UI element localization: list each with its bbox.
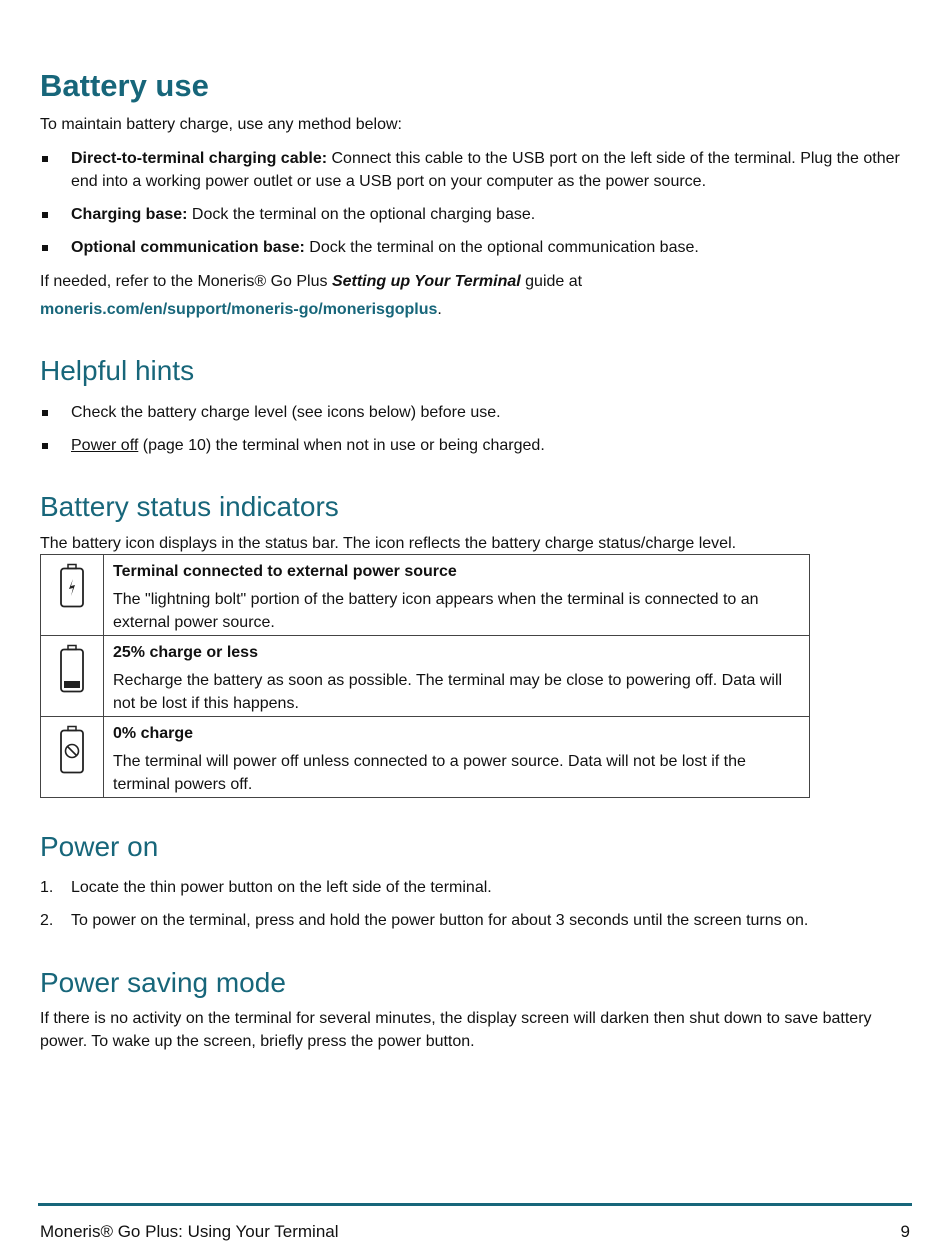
method-text: Dock the terminal on the optional communication base.: [304, 239, 699, 256]
indicator-text: Recharge the battery as soon as possible. The terminal may be close to powering off. Data will not be lost if this happens.: [113, 672, 783, 712]
list-item: [40, 401, 900, 424]
method-label: Direct-to-terminal charging cable:: [71, 150, 328, 167]
method-text: Connect this cable to the USB port on the left side of the terminal. Plug the other end into a working power outlet or use a USB port on your computer as the power source.: [71, 150, 900, 190]
indicator-text: The terminal will power off unless connected to a power source. Data will not be lost if the terminal powers off.: [113, 753, 746, 793]
step-number: 2.: [40, 912, 54, 929]
icon-cell: [41, 555, 104, 636]
indicator-text: The "lightning bolt" portion of the battery icon appears when the terminal is connected to an external power source.: [113, 591, 759, 631]
list-item: [40, 203, 900, 226]
battery-low-icon: [59, 644, 85, 694]
battery-method-list: [40, 147, 900, 269]
refer-text: [40, 270, 900, 293]
guide-title: Setting up Your Terminal: [331, 273, 521, 290]
helpful-hints-heading: Helpful hints: [40, 355, 195, 386]
text-cell: [104, 555, 810, 636]
refer-link-line: [40, 298, 900, 321]
table-row: [41, 717, 810, 798]
support-link[interactable]: moneris.com/en/support/moneris-go/monerisgoplus: [40, 301, 438, 318]
battery-use-intro: To maintain battery charge, use any method below:: [40, 116, 402, 133]
battery-use-heading: Battery use: [40, 68, 209, 103]
hints-list: [40, 401, 900, 467]
list-item: [40, 147, 900, 193]
battery-charging-icon: [59, 563, 85, 609]
power-saving-text: If there is no activity on the terminal for several minutes, the display screen will darken then shut down to save battery power. To wake up the screen, briefly press the power button.: [40, 1010, 872, 1050]
battery-status-heading: Battery status indicators: [40, 491, 339, 522]
footer-rule: [38, 1203, 912, 1206]
battery-status-intro: The battery icon displays in the status bar. The icon reflects the battery charge status/charge level.: [40, 535, 737, 552]
list-item: [40, 909, 910, 932]
table-row: [41, 555, 810, 636]
icon-cell: [41, 717, 104, 798]
indicator-title: 0% charge: [113, 725, 194, 742]
bullet-icon: [42, 410, 48, 416]
text-cell: [104, 636, 810, 717]
battery-status-table: [40, 554, 810, 798]
text-cell: [104, 717, 810, 798]
table-row: [41, 636, 810, 717]
power-saving-heading: Power saving mode: [40, 967, 286, 998]
method-label: Charging base:: [71, 206, 188, 223]
icon-cell: [41, 636, 104, 717]
method-label: Optional communication base:: [71, 239, 305, 256]
battery-empty-icon: [59, 725, 85, 775]
page-number: 9: [900, 1222, 910, 1241]
power-on-heading: Power on: [40, 831, 159, 862]
list-item: [40, 236, 900, 259]
link-period: .: [437, 301, 442, 318]
bullet-icon: [42, 245, 48, 251]
indicator-title: 25% charge or less: [113, 644, 258, 661]
step-text: Locate the thin power button on the left side of the terminal.: [71, 879, 492, 896]
hint-text: (page 10) the terminal when not in use or being charged.: [138, 437, 545, 454]
indicator-title: Terminal connected to external power source: [113, 563, 457, 580]
list-item: [40, 434, 900, 457]
hint-text: Check the battery charge level (see icons below) before use.: [71, 404, 501, 421]
bullet-icon: [42, 212, 48, 218]
refer-prefix: If needed, refer to the Moneris® Go Plus: [40, 273, 332, 290]
list-item: [40, 876, 910, 899]
bullet-icon: [42, 443, 48, 449]
power-off-link[interactable]: Power off: [71, 437, 139, 454]
power-on-steps: [40, 876, 910, 942]
step-number: 1.: [40, 879, 54, 896]
method-text: Dock the terminal on the optional charging base.: [187, 206, 536, 223]
step-text: To power on the terminal, press and hold the power button for about 3 seconds until the screen turns on.: [71, 912, 809, 929]
refer-suffix: guide at: [520, 273, 583, 290]
bullet-icon: [42, 156, 48, 162]
footer-title: Moneris® Go Plus: Using Your Terminal: [40, 1222, 339, 1241]
